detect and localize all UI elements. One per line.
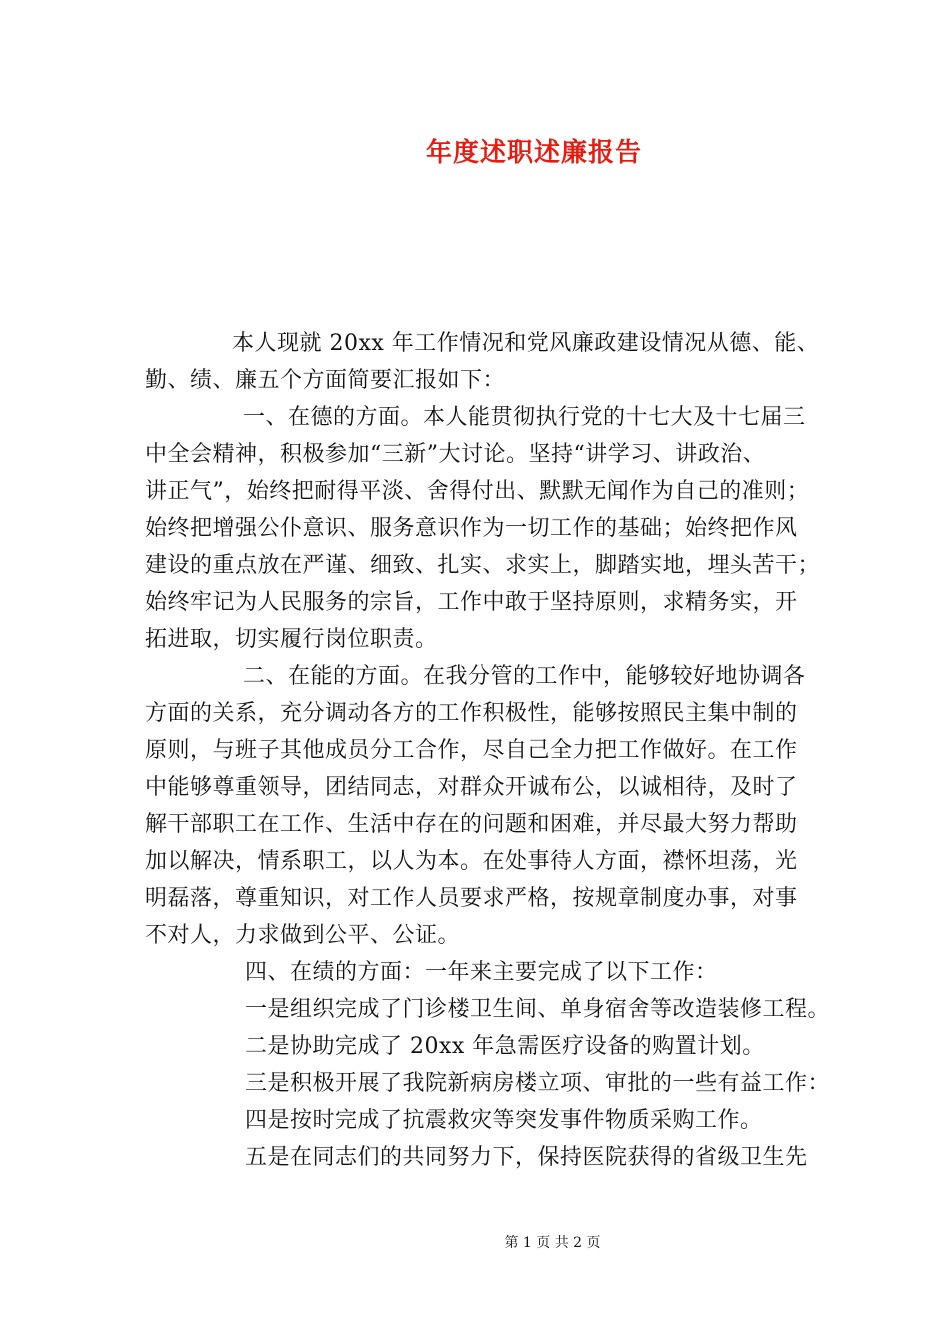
body-line: 一、在德的方面。本人能贯彻执行党的十七大及十七届三: [243, 405, 806, 430]
body-line: 拓进取，切实履行岗位职责。: [145, 627, 438, 652]
body-line: 解干部职工在工作、生活中存在的问题和困难，并尽最大努力帮助: [145, 812, 798, 837]
body-line: 原则，与班子其他成员分工合作，尽自己全力把工作做好。在工作: [145, 738, 798, 763]
body-line: 建设的重点放在严谨、细致、扎实、求实上，脚踏实地，埋头苦干；: [145, 553, 821, 578]
body-line: 不对人，力求做到公平、公证。: [145, 923, 461, 948]
document-title: 年度述职述廉报告: [425, 138, 642, 168]
body-line: 始终把增强公仆意识、服务意识作为一切工作的基础；始终把作风: [145, 516, 798, 541]
page-number: 第 1 页 共 2 页: [504, 1235, 601, 1251]
body-line: 加以解决，情系职工，以人为本。在处事待人方面，襟怀坦荡，光: [145, 849, 798, 874]
body-line: 四是按时完成了抗震救灾等突发事件物质采购工作。: [245, 1108, 763, 1133]
body-line: 二是协助完成了 20xx 年急需医疗设备的购置计划。: [245, 1034, 765, 1059]
body-line: 方面的关系，充分调动各方的工作积极性，能够按照民主集中制的: [145, 701, 798, 726]
body-line: 勤、绩、廉五个方面简要汇报如下：: [145, 368, 506, 393]
body-line: 中全会精神，积极参加“三新”大讨论。坚持“讲学习、讲政治、: [145, 442, 766, 467]
body-line: 二、在能的方面。在我分管的工作中，能够较好地协调各: [243, 664, 806, 689]
body-line: 中能够尊重领导，团结同志，对群众开诚布公，以诚相待，及时了: [145, 775, 798, 800]
body-line: 讲正气”，始终把耐得平淡、舍得付出、默默无闻作为自己的准则；: [145, 479, 810, 504]
body-line: 一是组织完成了门诊楼卫生间、单身宿舍等改造装修工程。: [245, 997, 831, 1022]
body-line: 三是积极开展了我院新病房楼立项、审批的一些有益工作：: [245, 1071, 831, 1096]
body-line: 本人现就 20xx 年工作情况和党风廉政建设情况从德、能、: [232, 331, 820, 356]
body-line: 五是在同志们的共同努力下，保持医院获得的省级卫生先: [245, 1145, 808, 1170]
body-line: 始终牢记为人民服务的宗旨，工作中敢于坚持原则，求精务实，开: [145, 590, 798, 615]
body-line: 明磊落，尊重知识，对工作人员要求严格，按规章制度办事，对事: [145, 886, 798, 911]
body-line: 四、在绩的方面：一年来主要完成了以下工作：: [245, 960, 718, 985]
